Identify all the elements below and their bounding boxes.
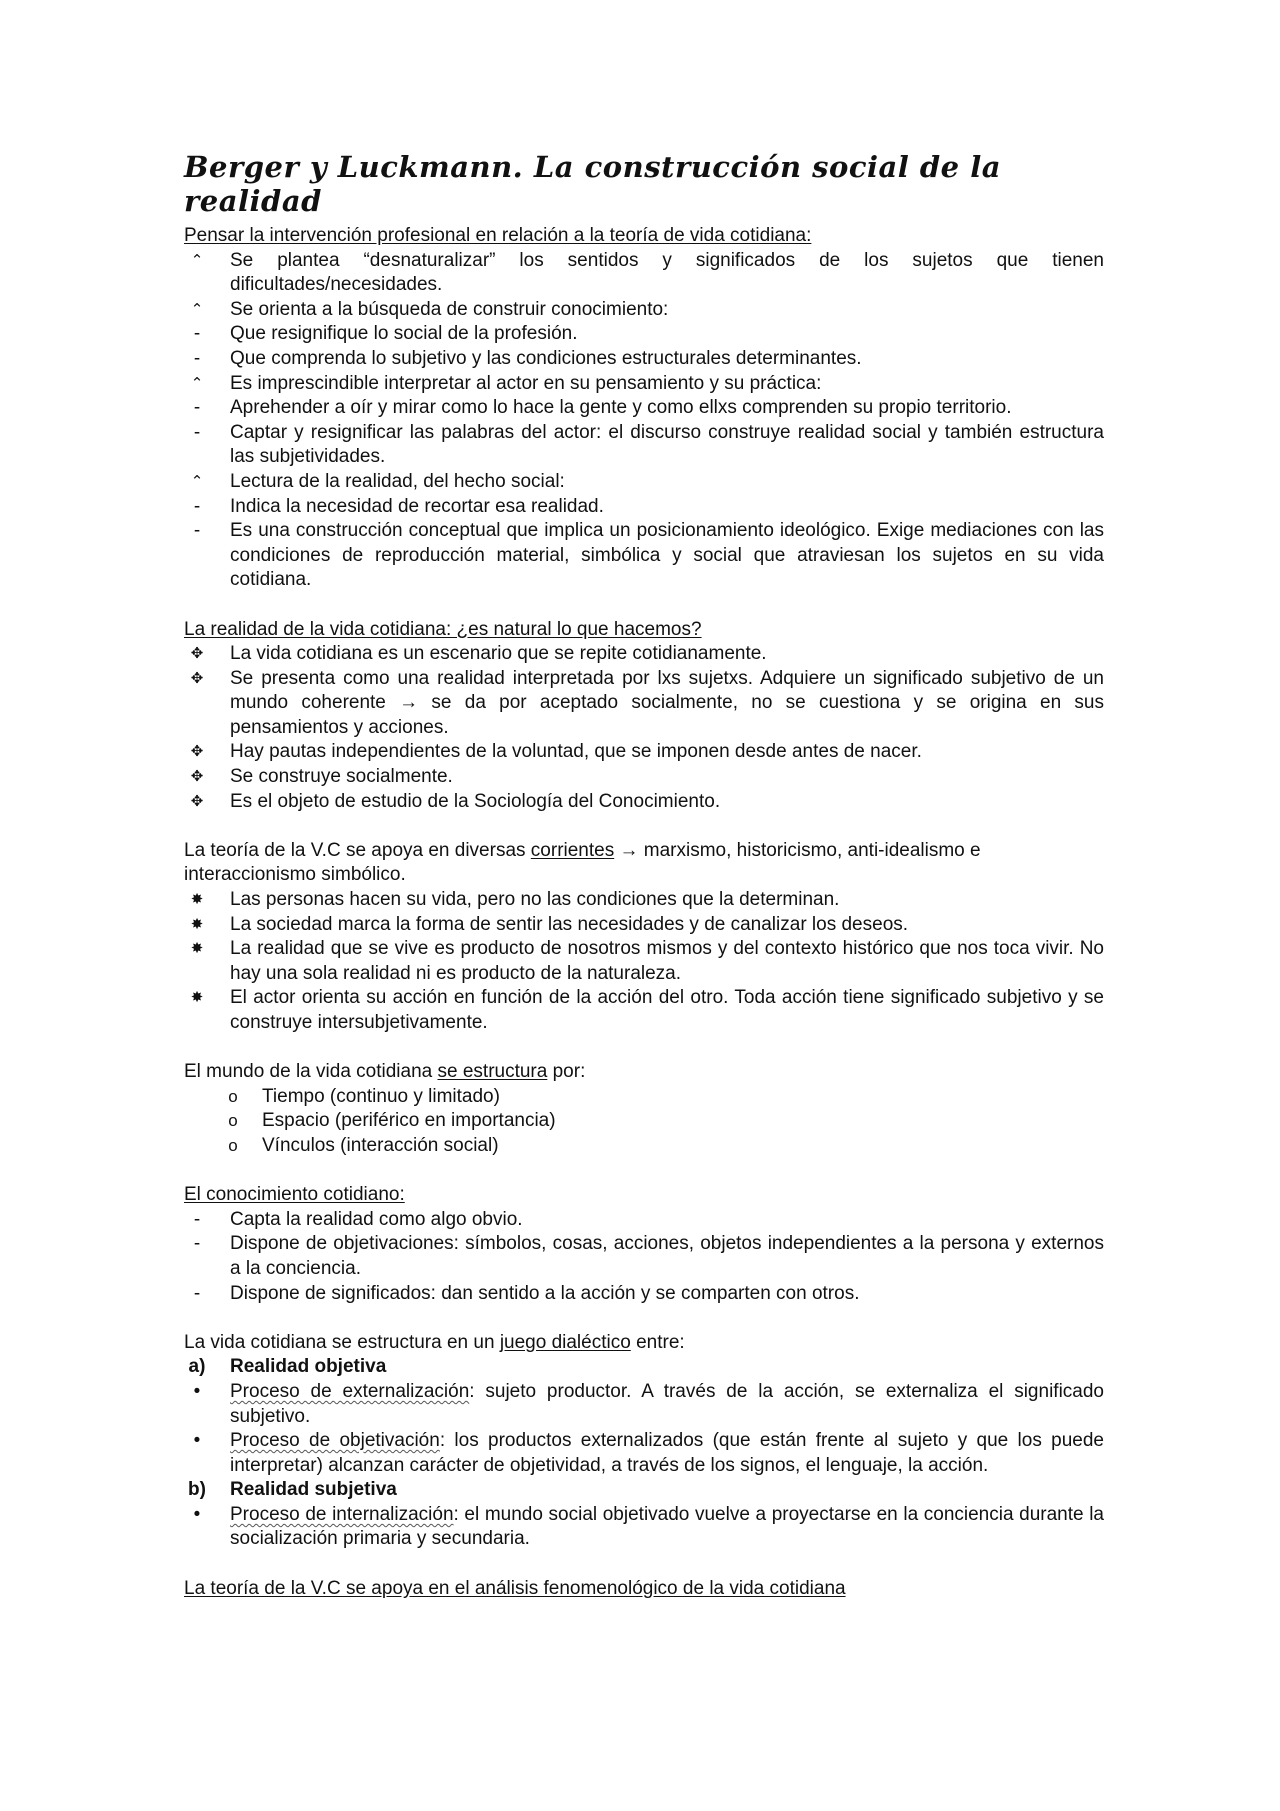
asterisk-star-icon: ✸ — [190, 915, 204, 933]
dash-icon: - — [193, 421, 201, 443]
hollow-circle-icon: o — [228, 1111, 238, 1131]
dash-icon: - — [193, 397, 201, 419]
list-item: ✥ Se presenta como una realidad interpretada por lxs sujetxs. Adquiere un significado subjetivo de un mundo coherente → se da por aceptado socialmente, no se cuestiona y se origina en sus pensamientos y acciones. — [184, 667, 1104, 741]
four-petal-flower-icon: ✥ — [190, 669, 204, 687]
document-body — [184, 224, 1104, 1601]
section-intro: La vida cotidiana se estructura en un juego dialéctico entre: — [184, 1331, 685, 1353]
list-item: ⌃ Se orienta a la búsqueda de construir conocimiento: — [184, 298, 1104, 323]
up-arrowhead-icon: ⌃ — [190, 251, 204, 269]
dash-icon: - — [193, 323, 201, 345]
list-item: ✸ Las personas hacen su vida, pero no las condiciones que la determinan. — [184, 888, 1104, 913]
up-arrowhead-icon: ⌃ — [190, 374, 204, 392]
list-item: ✥ Se construye socialmente. — [184, 765, 1104, 790]
section-intro: La teoría de la V.C se apoya en diversas corrientes → marxismo, historicismo, anti-idealismo e interaccionismo simbólico. — [184, 839, 981, 886]
list-item: • Proceso de internalización: el mundo social objetivado vuelve a proyectarse en la conciencia durante la socialización primaria y secundaria. — [184, 1503, 1104, 1552]
list-item: ⌃ Se plantea “desnaturalizar” los sentidos y significados de los sujetos que tienen dificultades/necesidades. — [184, 249, 1104, 298]
filled-dot-icon: • — [193, 1503, 201, 1525]
list-item: - Indica la necesidad de recortar esa realidad. — [184, 495, 1104, 520]
list-item: • Proceso de externalización: sujeto productor. A través de la acción, se externaliza el significado subjetivo. — [184, 1380, 1104, 1429]
up-arrowhead-icon: ⌃ — [190, 472, 204, 490]
section-heading: El conocimiento cotidiano: — [184, 1184, 405, 1206]
asterisk-star-icon: ✸ — [190, 989, 204, 1007]
list-item: ✥ Es el objeto de estudio de la Sociología del Conocimiento. — [184, 790, 1104, 815]
list-item: - Dispone de significados: dan sentido a la acción y se comparten con otros. — [184, 1282, 1104, 1307]
asterisk-star-icon: ✸ — [190, 891, 204, 909]
list-item: ⌃ Es imprescindible interpretar al actor en su pensamiento y su práctica: — [184, 372, 1104, 397]
list-item: o Tiempo (continuo y limitado) — [184, 1085, 1104, 1110]
section-currents — [184, 839, 1104, 1036]
dash-icon: - — [193, 1233, 201, 1255]
section-dialectic — [184, 1331, 1104, 1552]
hollow-circle-icon: o — [228, 1086, 238, 1106]
list-item: - Capta la realidad como algo obvio. — [184, 1208, 1104, 1233]
dash-icon: - — [193, 347, 201, 369]
list-item: ⌃ Lectura de la realidad, del hecho social: — [184, 470, 1104, 495]
list-item: ✥ Hay pautas independientes de la voluntad, que se imponen desde antes de nacer. — [184, 740, 1104, 765]
section-intervention — [184, 224, 1104, 593]
list-item: - Que resignifique lo social de la profesión. — [184, 322, 1104, 347]
list-item: ✸ La sociedad marca la forma de sentir las necesidades y de canalizar los deseos. — [184, 913, 1104, 938]
up-arrowhead-icon: ⌃ — [190, 300, 204, 318]
section-heading: La teoría de la V.C se apoya en el análisis fenomenológico de la vida cotidiana — [184, 1577, 846, 1599]
list-item: - Captar y resignificar las palabras del actor: el discurso construye realidad social y también estructura las subjetividades. — [184, 421, 1104, 470]
list-item: o Espacio (periférico en importancia) — [184, 1109, 1104, 1134]
dash-icon: - — [193, 1282, 201, 1304]
list-item: - Es una construcción conceptual que implica un posicionamiento ideológico. Exige mediaciones con las condiciones de reproducción material, simbólica y social que atraviesan los sujetos en su vida cotidiana. — [184, 519, 1104, 593]
dash-icon: - — [193, 495, 201, 517]
section-daily-knowledge — [184, 1183, 1104, 1306]
four-petal-flower-icon: ✥ — [190, 743, 204, 761]
subsection-title-objective: a) Realidad objetiva — [184, 1355, 1104, 1380]
letter-marker: b) — [188, 1479, 206, 1501]
letter-marker: a) — [188, 1356, 206, 1378]
section-structure — [184, 1060, 1104, 1158]
list-item: - Que comprenda lo subjetivo y las condiciones estructurales determinantes. — [184, 347, 1104, 372]
section-phenomenology — [184, 1577, 1104, 1602]
dash-icon: - — [193, 520, 201, 542]
subsection-title-subjective: b) Realidad subjetiva — [184, 1478, 1104, 1503]
section-heading: La realidad de la vida cotidiana: ¿es natural lo que hacemos? — [184, 618, 702, 640]
list-item: o Vínculos (interacción social) — [184, 1134, 1104, 1159]
section-daily-reality — [184, 618, 1104, 815]
hollow-circle-icon: o — [228, 1135, 238, 1155]
list-item: - Aprehender a oír y mirar como lo hace la gente y como ellxs comprenden su propio territorio. — [184, 396, 1104, 421]
list-item: ✸ El actor orienta su acción en función de la acción del otro. Toda acción tiene significado subjetivo y se construye intersubjetivamente. — [184, 986, 1104, 1035]
four-petal-flower-icon: ✥ — [190, 645, 204, 663]
section-intro: El mundo de la vida cotidiana se estructura por: — [184, 1061, 586, 1083]
dash-icon: - — [193, 1208, 201, 1230]
list-item: ✥ La vida cotidiana es un escenario que se repite cotidianamente. — [184, 642, 1104, 667]
page-title: Berger y Luckmann. La construcción social de la realidad — [184, 150, 1002, 218]
asterisk-star-icon: ✸ — [190, 940, 204, 958]
list-item: • Proceso de objetivación: los productos externalizados (que están frente al sujeto y que los puede interpretar) alcanzan carácter de objetividad, a través de los signos, el lenguaje, la acción. — [184, 1429, 1104, 1478]
four-petal-flower-icon: ✥ — [190, 768, 204, 786]
list-item: - Dispone de objetivaciones: símbolos, cosas, acciones, objetos independientes a la persona y externos a la conciencia. — [184, 1232, 1104, 1281]
four-petal-flower-icon: ✥ — [190, 792, 204, 810]
list-item: ✸ La realidad que se vive es producto de nosotros mismos y del contexto histórico que nos toca vivir. No hay una sola realidad ni es producto de la naturaleza. — [184, 937, 1104, 986]
section-heading: Pensar la intervención profesional en relación a la teoría de vida cotidiana: — [184, 225, 812, 246]
filled-dot-icon: • — [193, 1380, 201, 1402]
filled-dot-icon: • — [193, 1430, 201, 1452]
